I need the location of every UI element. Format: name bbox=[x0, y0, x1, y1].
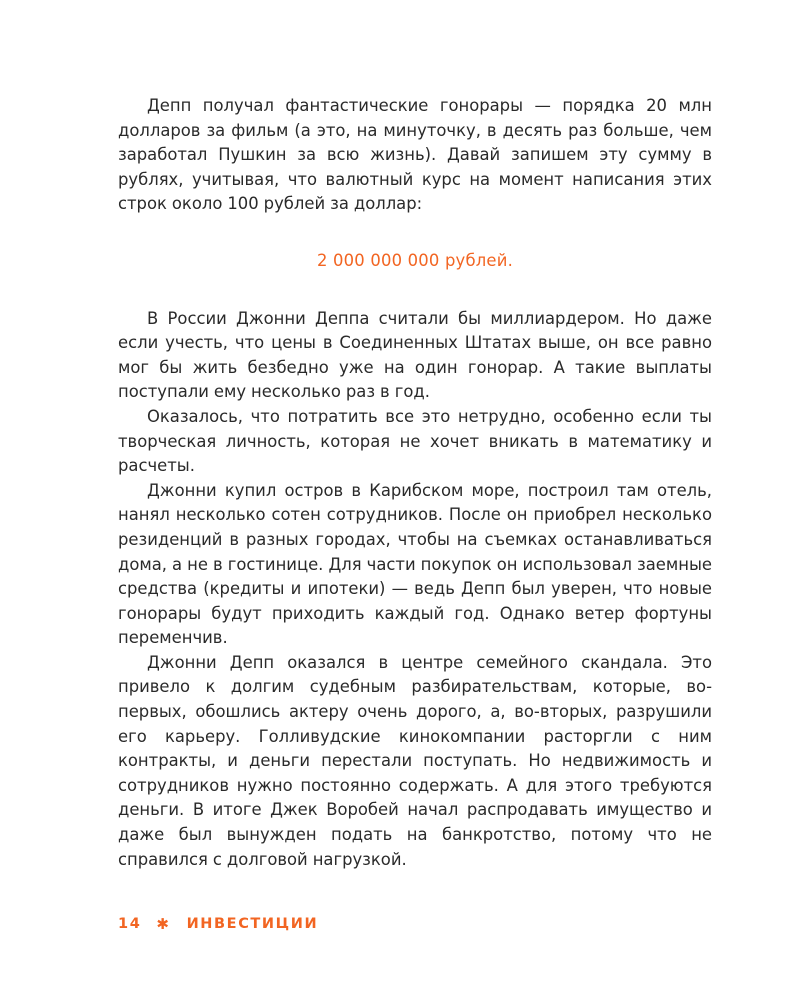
running-footer bbox=[118, 915, 318, 933]
paragraph-5: Джонни Депп оказался в центре семейного скандала. Это привело к долгим судебным разбирательствам, которые, во-первых, обошлись актеру очень дорого, а, во-вторых, разрушили его карьеру. Голливудские кинокомпании расторгли с ним контракты, и деньги перестали поступать. Но недвижимость и сотрудников нужно постоянно содержать. А для этого требуются деньги. В итоге Джек Воробей начал распродавать имущество и даже был вынужден подать на банкротство, потому что не справился с долговой нагрузкой. bbox=[118, 652, 712, 869]
paragraph-3: Оказалось, что потратить все это нетрудно, особенно если ты творческая личность, которая не хочет вникать в математику и расчеты. bbox=[118, 406, 712, 476]
paragraph-2: В России Джонни Деппа считали бы миллиардером. Но даже если учесть, что цены в Соединенных Штатах выше, он все равно мог бы жить безбедно уже на один гонорар. А такие выплаты поступали ему несколько раз в год. bbox=[118, 308, 712, 402]
page-body bbox=[118, 94, 712, 872]
page-number: 14 bbox=[118, 916, 142, 932]
highlighted-sum: 2 000 000 000 рублей. bbox=[317, 250, 513, 270]
paragraph-4: Джонни купил остров в Карибском море, построил там отель, нанял несколько сотен сотрудников. После он приобрел несколько резиденций в разных городах, чтобы на съемках останавливаться дома, а не в гостинице. Для части покупок он использовал заемные средства (кредиты и ипотеки) — ведь Депп был уверен, что новые гонорары будут приходить каждый год. Однако ветер фортуны переменчив. bbox=[118, 480, 712, 648]
asterisk-icon: ✱ bbox=[156, 915, 171, 933]
section-title: ИНВЕСТИЦИИ bbox=[186, 916, 319, 932]
paragraph-1: Депп получал фантастические гонорары — порядка 20 млн долларов за фильм (а это, на минуточку, в десять раз больше, чем заработал Пушкин за всю жизнь). Давай запишем эту сумму в рублях, учитывая, что валютный курс на момент написания этих строк около 100 рублей за доллар: bbox=[118, 96, 712, 214]
